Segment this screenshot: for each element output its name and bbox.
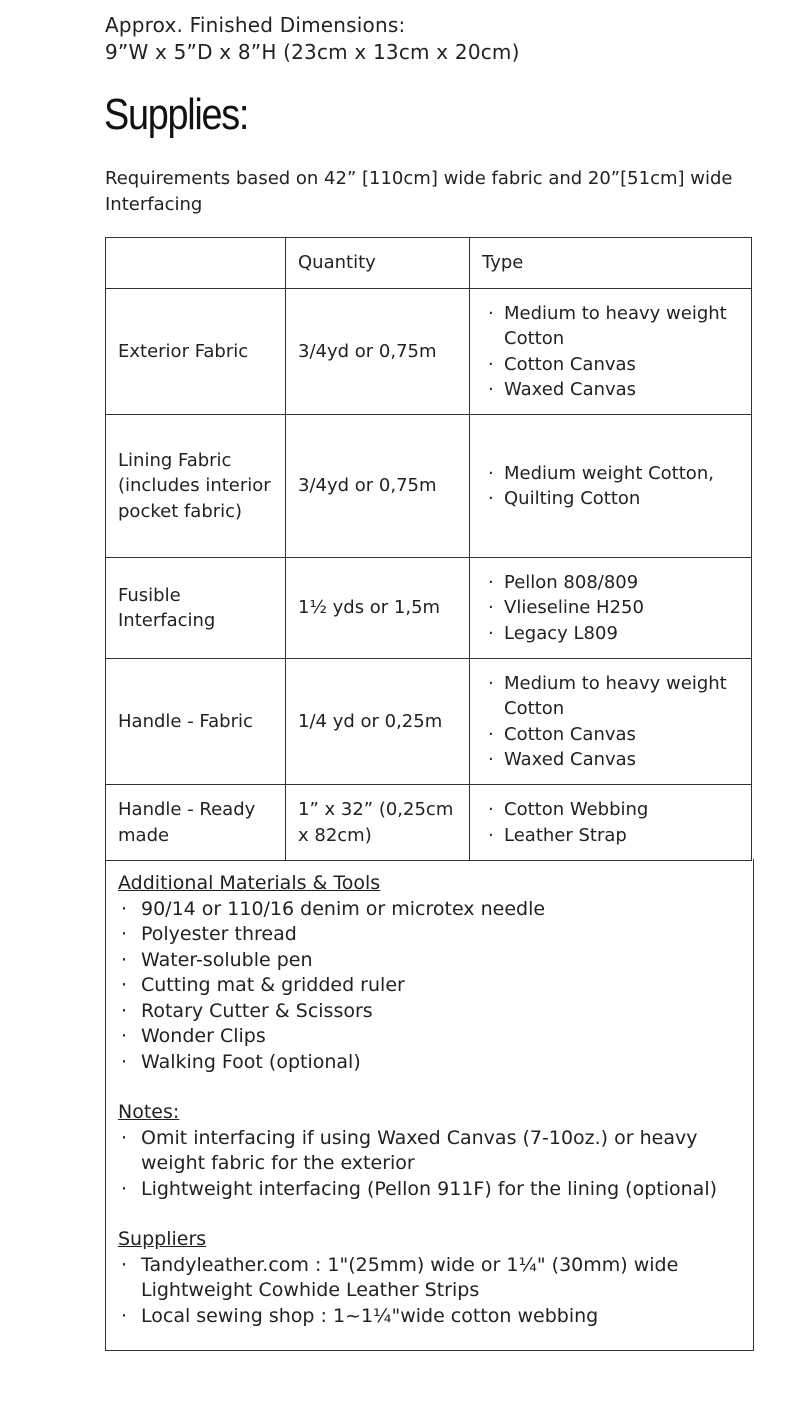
- dimensions-label: Approx. Finished Dimensions:: [105, 13, 406, 37]
- type-item: · Vlieseline H250: [482, 595, 739, 621]
- finished-dimensions: [105, 12, 520, 66]
- additional-info-box: [105, 859, 754, 1351]
- type-item: · Cotton Canvas: [482, 722, 739, 748]
- list-item: · Lightweight interfacing (Pellon 911F) for the lining (optional): [118, 1177, 741, 1203]
- list-item: · Water-soluble pen: [118, 948, 741, 974]
- notes-heading: Notes:: [118, 1101, 180, 1123]
- type-cell: [470, 289, 752, 415]
- table-header-row: [106, 238, 752, 289]
- suppliers-heading: Suppliers: [118, 1228, 207, 1250]
- type-item: · Medium to heavy weight Cotton: [482, 671, 739, 722]
- table-row: [106, 659, 752, 785]
- quantity-cell: 1½ yds or 1,5m: [286, 558, 470, 659]
- list-item: · Local sewing shop : 1~1¼"wide cotton webbing: [118, 1304, 741, 1330]
- type-cell: [470, 415, 752, 558]
- list-item: · 90/14 or 110/16 denim or microtex needle: [118, 897, 741, 923]
- supplies-table: [105, 237, 752, 861]
- quantity-cell: 3/4yd or 0,75m: [286, 415, 470, 558]
- suppliers-list: [118, 1253, 741, 1330]
- type-cell: [470, 558, 752, 659]
- list-item: · Rotary Cutter & Scissors: [118, 999, 741, 1025]
- additional-list: [118, 897, 741, 1076]
- type-item: · Medium weight Cotton,: [482, 461, 739, 487]
- dimensions-value: 9”W x 5”D x 8”H (23cm x 13cm x 20cm): [105, 40, 520, 64]
- type-item: · Cotton Canvas: [482, 352, 739, 378]
- type-cell: [470, 659, 752, 785]
- type-item: · Waxed Canvas: [482, 747, 739, 773]
- item-cell: Lining Fabric (includes interior pocket fabric): [106, 415, 286, 558]
- list-item: · Tandyleather.com : 1"(25mm) wide or 1¼" (30mm) wide Lightweight Cowhide Leather Strips: [118, 1253, 741, 1304]
- table-row: [106, 558, 752, 659]
- type-item: · Cotton Webbing: [482, 797, 739, 823]
- table-row: [106, 289, 752, 415]
- type-item: · Medium to heavy weight Cotton: [482, 301, 739, 352]
- quantity-cell: 3/4yd or 0,75m: [286, 289, 470, 415]
- type-item: · Waxed Canvas: [482, 377, 739, 403]
- type-item: · Legacy L809: [482, 621, 739, 647]
- list-item: · Polyester thread: [118, 922, 741, 948]
- type-item: · Pellon 808/809: [482, 570, 739, 596]
- type-item: · Quilting Cotton: [482, 486, 739, 512]
- supplies-title: Supplies:: [104, 90, 249, 139]
- list-item: · Wonder Clips: [118, 1024, 741, 1050]
- requirements-note: Requirements based on 42” [110cm] wide fabric and 20”[51cm] wide Interfacing: [105, 168, 733, 215]
- table-header-item: [106, 238, 286, 289]
- item-cell: Exterior Fabric: [106, 289, 286, 415]
- additional-heading: Additional Materials & Tools: [118, 872, 381, 894]
- quantity-cell: 1” x 32” (0,25cm x 82cm): [286, 785, 470, 861]
- type-cell: [470, 785, 752, 861]
- item-cell: Handle - Ready made: [106, 785, 286, 861]
- list-item: · Walking Foot (optional): [118, 1050, 741, 1076]
- list-item: · Omit interfacing if using Waxed Canvas (7-10oz.) or heavy weight fabric for the exterior: [118, 1126, 741, 1177]
- list-item: · Cutting mat & gridded ruler: [118, 973, 741, 999]
- type-item: · Leather Strap: [482, 823, 739, 849]
- quantity-cell: 1/4 yd or 0,25m: [286, 659, 470, 785]
- item-cell: Handle - Fabric: [106, 659, 286, 785]
- notes-list: [118, 1126, 741, 1203]
- item-cell: Fusible Interfacing: [106, 558, 286, 659]
- table-header-quantity: Quantity: [286, 238, 470, 289]
- table-row: [106, 785, 752, 861]
- table-row: [106, 415, 752, 558]
- table-header-type: Type: [470, 238, 752, 289]
